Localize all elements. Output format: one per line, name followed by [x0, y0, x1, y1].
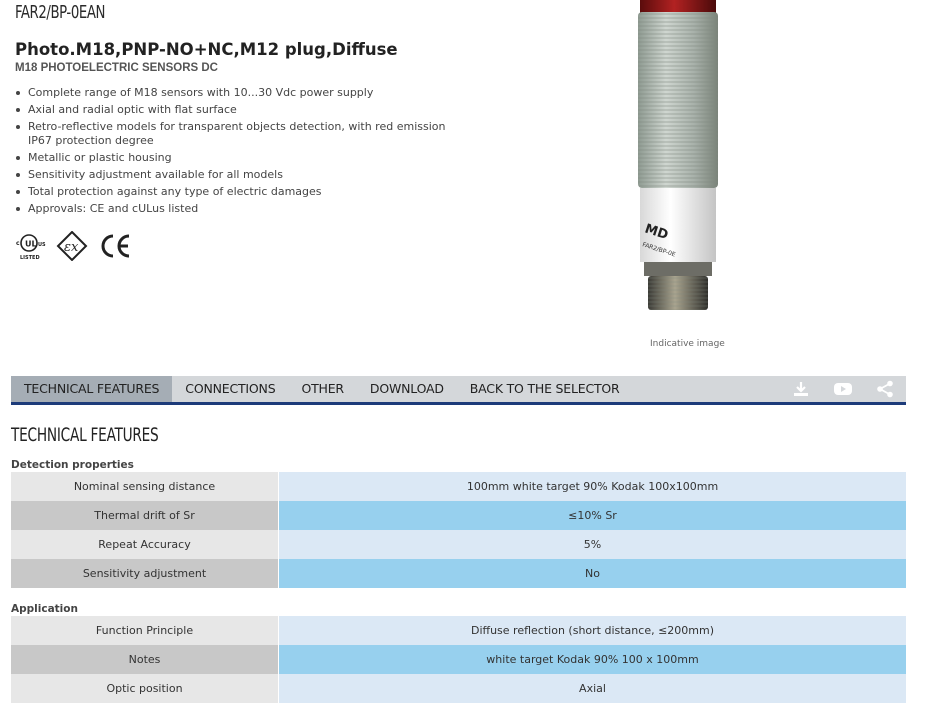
- tab-technical-features[interactable]: TECHNICAL FEATURES: [11, 376, 172, 402]
- tab-back-to-selector[interactable]: BACK TO THE SELECTOR: [469, 381, 620, 396]
- spec-key: Repeat Accuracy: [11, 530, 279, 559]
- product-subtitle: M18 PHOTOELECTRIC SENSORS DC: [15, 62, 218, 74]
- feature-item: Axial and radial optic with flat surface: [15, 103, 465, 117]
- spec-key: Nominal sensing distance: [11, 472, 279, 501]
- table-row: [11, 472, 906, 501]
- svg-text:US: US: [38, 242, 46, 248]
- tab-download[interactable]: DOWNLOAD: [369, 381, 444, 396]
- spec-key: Sensitivity adjustment: [11, 559, 279, 588]
- feature-item: Approvals: CE and cULus listed: [15, 202, 465, 216]
- spec-value: Axial: [279, 674, 906, 703]
- feature-list: [15, 86, 465, 219]
- atex-ex-icon: [56, 231, 88, 261]
- feature-item: Complete range of M18 sensors with 10...30 Vdc power supply: [15, 86, 465, 100]
- tab-icon-group: [790, 379, 896, 399]
- product-image: [630, 0, 730, 320]
- image-caption: Indicative image: [650, 339, 725, 349]
- table-row: [11, 530, 906, 559]
- group-label-application: Application: [11, 603, 78, 615]
- certification-logos: [14, 230, 132, 262]
- product-code: FAR2/BP-0EAN: [15, 2, 106, 23]
- feature-item: Metallic or plastic housing: [15, 151, 465, 165]
- table-row: [11, 616, 906, 645]
- feature-item: Retro-reflective models for transparent objects detection, with red emission IP67 protection degree: [15, 120, 465, 148]
- feature-item: Sensitivity adjustment available for all models: [15, 168, 465, 182]
- spec-table-detection: [11, 472, 906, 588]
- spec-value: 100mm white target 90% Kodak 100x100mm: [279, 472, 906, 501]
- spec-key: Function Principle: [11, 616, 279, 645]
- spec-key: Notes: [11, 645, 279, 674]
- spec-value: white target Kodak 90% 100 x 100mm: [279, 645, 906, 674]
- svg-text:UL: UL: [25, 239, 37, 249]
- tab-other[interactable]: OTHER: [301, 381, 344, 396]
- spec-value: ≤10% Sr: [279, 501, 906, 530]
- svg-text:c: c: [16, 240, 20, 247]
- spec-key: Optic position: [11, 674, 279, 703]
- spec-value: 5%: [279, 530, 906, 559]
- svg-text:εx: εx: [64, 240, 79, 255]
- ce-mark-icon: [98, 231, 132, 261]
- table-row: [11, 645, 906, 674]
- tab-connections[interactable]: CONNECTIONS: [185, 381, 276, 396]
- table-row: [11, 674, 906, 703]
- download-icon[interactable]: [790, 379, 812, 399]
- section-title: TECHNICAL FEATURES: [11, 424, 159, 446]
- share-icon[interactable]: [874, 379, 896, 399]
- svg-text:MD: MD: [642, 221, 670, 244]
- feature-item: Total protection against any type of electric damages: [15, 185, 465, 199]
- spec-value: No: [279, 559, 906, 588]
- product-title: Photo.M18,PNP-NO+NC,M12 plug,Diffuse: [15, 40, 398, 59]
- youtube-icon[interactable]: [832, 379, 854, 399]
- spec-key: Thermal drift of Sr: [11, 501, 279, 530]
- svg-text:LISTED: LISTED: [20, 255, 40, 261]
- cULus-listed-icon: [14, 231, 46, 261]
- spec-value: Diffuse reflection (short distance, ≤200mm): [279, 616, 906, 645]
- table-row: [11, 559, 906, 588]
- spec-table-application: [11, 616, 906, 703]
- group-label-detection: Detection properties: [11, 459, 134, 471]
- product-image-label: FAR2/BP-0E: [641, 241, 677, 259]
- tab-bar: [11, 376, 906, 405]
- table-row: [11, 501, 906, 530]
